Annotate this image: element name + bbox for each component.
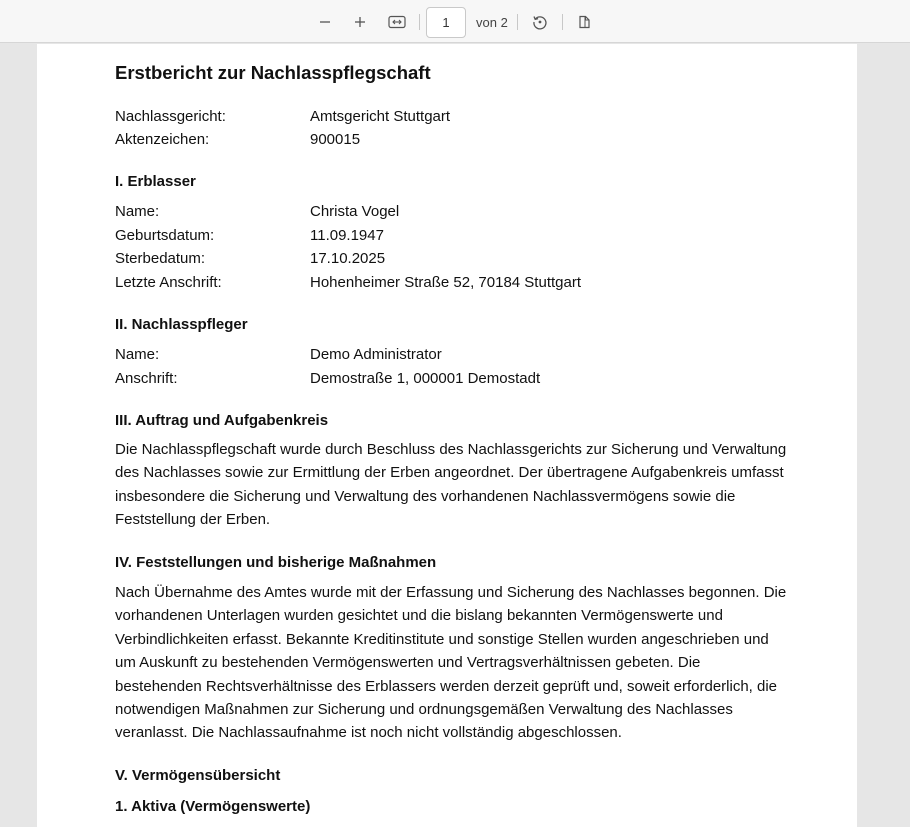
- minus-icon: [318, 15, 332, 29]
- curator-name-value: Demo Administrator: [310, 346, 442, 363]
- section-heading-feststellungen: IV. Feststellungen und bisherige Maßnahmen: [115, 554, 437, 571]
- zoom-in-button[interactable]: [347, 9, 373, 35]
- birth-date-value: 11.09.1947: [310, 227, 384, 244]
- pdf-toolbar: [0, 0, 910, 43]
- section-text-feststellungen: Nach Übernahme des Amtes wurde mit der Erfassung und Sicherung des Nachlasses begonnen. Die vorhandenen Unterlagen wurden gesichtet und die bislang bekannten Vermögenswerte und Verbindlichkeiten erfasst. Bekannte Kreditinstitute und sonstige Stellen wurden angeschrieben und um Auskunft zu bestehenden Vermögenswerten und Vertragsverhältnissen gebeten. Die bestehenden Rechtsverhältnisse des Erblassers werden derzeit geprüft und, soweit erforderlich, die notwendigen Maßnahmen zur Sicherung und ordnungsgemäßen Verwaltung des Nachlasses veranlasst. Die Nachlassaufnahme ist noch nicht vollständig abgeschlossen.: [115, 584, 787, 742]
- deceased-name-value: Christa Vogel: [310, 203, 400, 220]
- deceased-name-label: Name:: [115, 203, 160, 220]
- death-date-label: Sterbedatum:: [115, 250, 206, 267]
- court-label: Nachlassgericht:: [115, 108, 226, 125]
- curator-address-value: Demostraße 1, 000001 Demostadt: [310, 370, 541, 387]
- page-view-button[interactable]: [572, 9, 598, 35]
- toolbar-divider: [562, 14, 563, 30]
- page-total-label: von 2: [476, 15, 508, 30]
- file-number-value: 900015: [310, 131, 361, 148]
- section-heading-vermoegen: V. Vermögensübersicht: [115, 767, 281, 784]
- file-number-label: Aktenzeichen:: [115, 131, 210, 148]
- document-page: [37, 44, 857, 827]
- last-address-value: Hohenheimer Straße 52, 70184 Stuttgart: [310, 274, 581, 291]
- document-title: Erstbericht zur Nachlasspflegschaft: [115, 62, 431, 83]
- birth-date-label: Geburtsdatum:: [115, 227, 215, 244]
- curator-name-label: Name:: [115, 346, 160, 363]
- fit-to-width-button[interactable]: [384, 9, 410, 35]
- plus-icon: [353, 15, 367, 29]
- page-number-input[interactable]: [426, 7, 466, 38]
- fit-width-icon: [388, 15, 406, 29]
- court-value: Amtsgericht Stuttgart: [310, 108, 451, 125]
- subsection-heading-aktiva: 1. Aktiva (Vermögenswerte): [115, 798, 311, 815]
- death-date-value: 17.10.2025: [310, 250, 386, 267]
- section-text-auftrag: Die Nachlasspflegschaft wurde durch Beschluss des Nachlassgerichts zur Sicherung und Verwaltung des Nachlasses sowie zur Ermittlung der Erben angeordnet. Der übertragene Aufgabenkreis umfasst insbesondere die Sicherung und Verwaltung des vorhandenen Nachlassvermögens sowie die Feststellung der Erben.: [115, 441, 787, 529]
- toolbar-divider: [419, 14, 420, 30]
- rotate-button[interactable]: [527, 9, 553, 35]
- two-page-view-icon: [576, 14, 594, 30]
- curator-address-label: Anschrift:: [115, 370, 178, 387]
- section-heading-nachlasspfleger: II. Nachlasspfleger: [115, 316, 248, 333]
- section-heading-auftrag: III. Auftrag und Aufgabenkreis: [115, 412, 329, 429]
- rotate-icon: [531, 13, 549, 31]
- section-heading-erblasser: I. Erblasser: [115, 173, 196, 190]
- last-address-label: Letzte Anschrift:: [115, 274, 222, 291]
- zoom-out-button[interactable]: [312, 9, 338, 35]
- toolbar-divider: [517, 14, 518, 30]
